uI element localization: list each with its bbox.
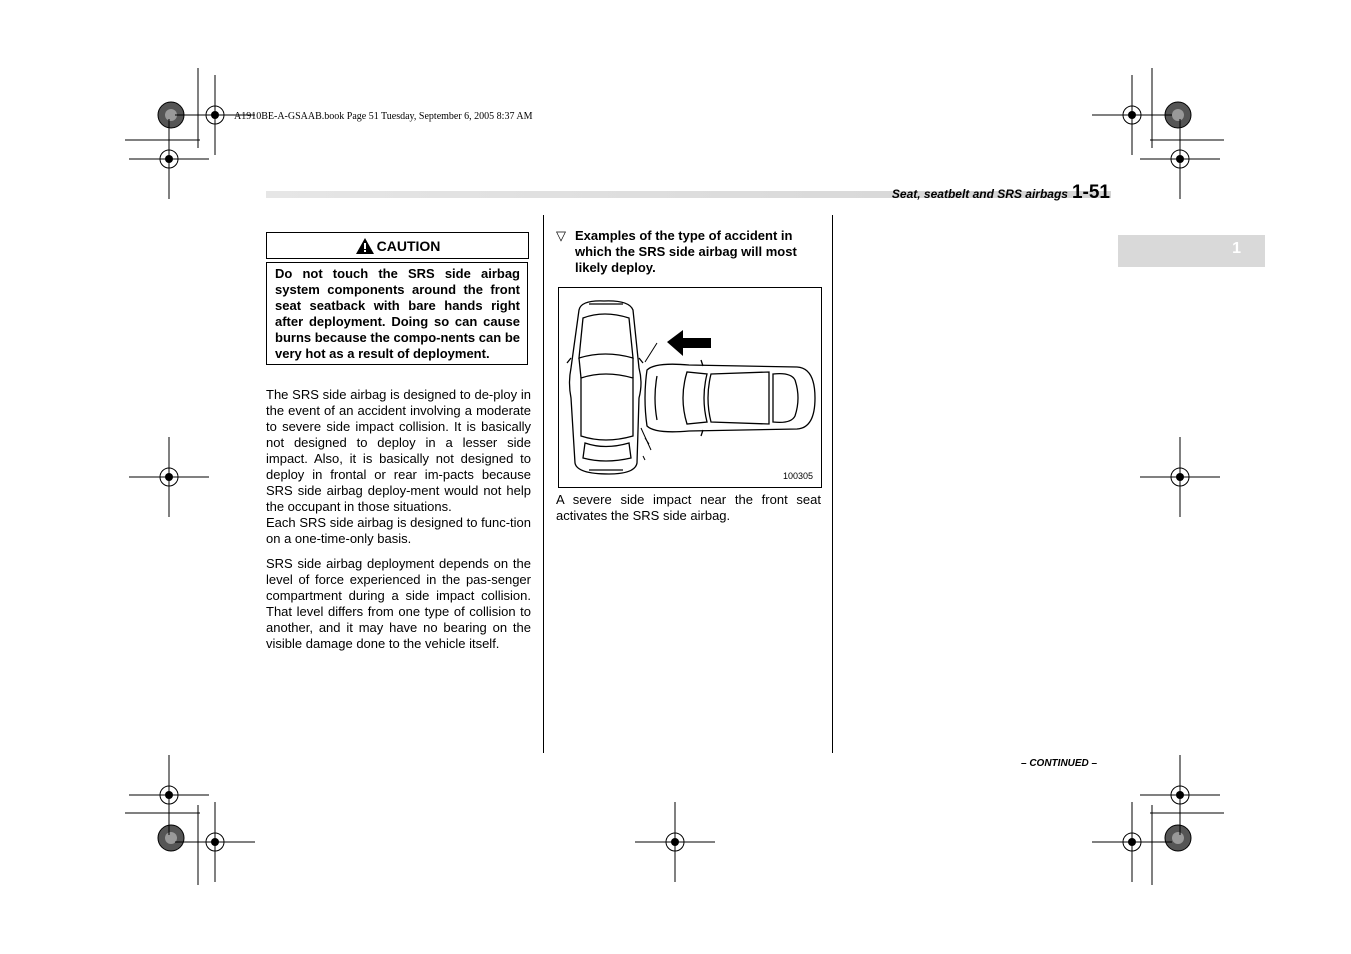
left-column — [266, 387, 531, 652]
figure-code: 100305 — [782, 471, 813, 481]
chapter-number: 1 — [1232, 240, 1241, 257]
struck-car — [567, 301, 643, 474]
impact-direction-arrow-icon — [667, 330, 711, 356]
caution-text: Do not touch the SRS side airbag system components around the front seat seatback with bare hands right after deployment. Doing so can cause burns because the compo-nents can be very hot as a result of deployment. — [266, 262, 528, 365]
example-heading — [556, 228, 824, 276]
striking-car — [645, 360, 815, 436]
section-title: Seat, seatbelt and SRS airbags — [891, 187, 1068, 201]
print-info: A1910BE-A-GSAAB.book Page 51 Tuesday, September 6, 2005 8:37 AM — [234, 111, 533, 122]
side-impact-illustration — [558, 287, 822, 488]
page-number: 1-51 — [1071, 182, 1110, 203]
figure-caption: A severe side impact near the front seat activates the SRS side airbag. — [556, 492, 821, 523]
triangle-marker-icon: ▽ — [556, 228, 566, 243]
page-header — [892, 182, 1110, 204]
column-divider-left — [543, 215, 544, 753]
paragraph-one-time: Each SRS side airbag is designed to func-tion on a one-time-only basis. — [266, 515, 531, 546]
caution-header — [266, 232, 529, 259]
warning-triangle-icon — [355, 237, 375, 255]
example-heading-text: Examples of the type of accident in which the SRS side airbag will most likely deploy. — [575, 228, 797, 275]
paragraph-design: The SRS side airbag is designed to de-ploy in the event of an accident involving a moderate to severe side impact collision. It is basically not designed to deploy in a lesser side impact. Also, it is basically not designed to deploy in frontal or rear im-pacts because SRS side airbag deploy-ment would not help the occupant in those situations. — [266, 387, 531, 514]
chapter-tab — [1118, 235, 1265, 267]
continued-note: – CONTINUED – — [1021, 758, 1098, 769]
side-impact-drawing — [559, 288, 821, 487]
column-divider-right — [832, 215, 833, 753]
paragraph-deployment: SRS side airbag deployment depends on the level of force experienced in the pas-senger compartment during a side impact collision. That level differs from one type of collision to another, and it may have no bearing on the visible damage done to the vehicle itself. — [266, 556, 531, 651]
caution-label: CAUTION — [376, 237, 441, 254]
